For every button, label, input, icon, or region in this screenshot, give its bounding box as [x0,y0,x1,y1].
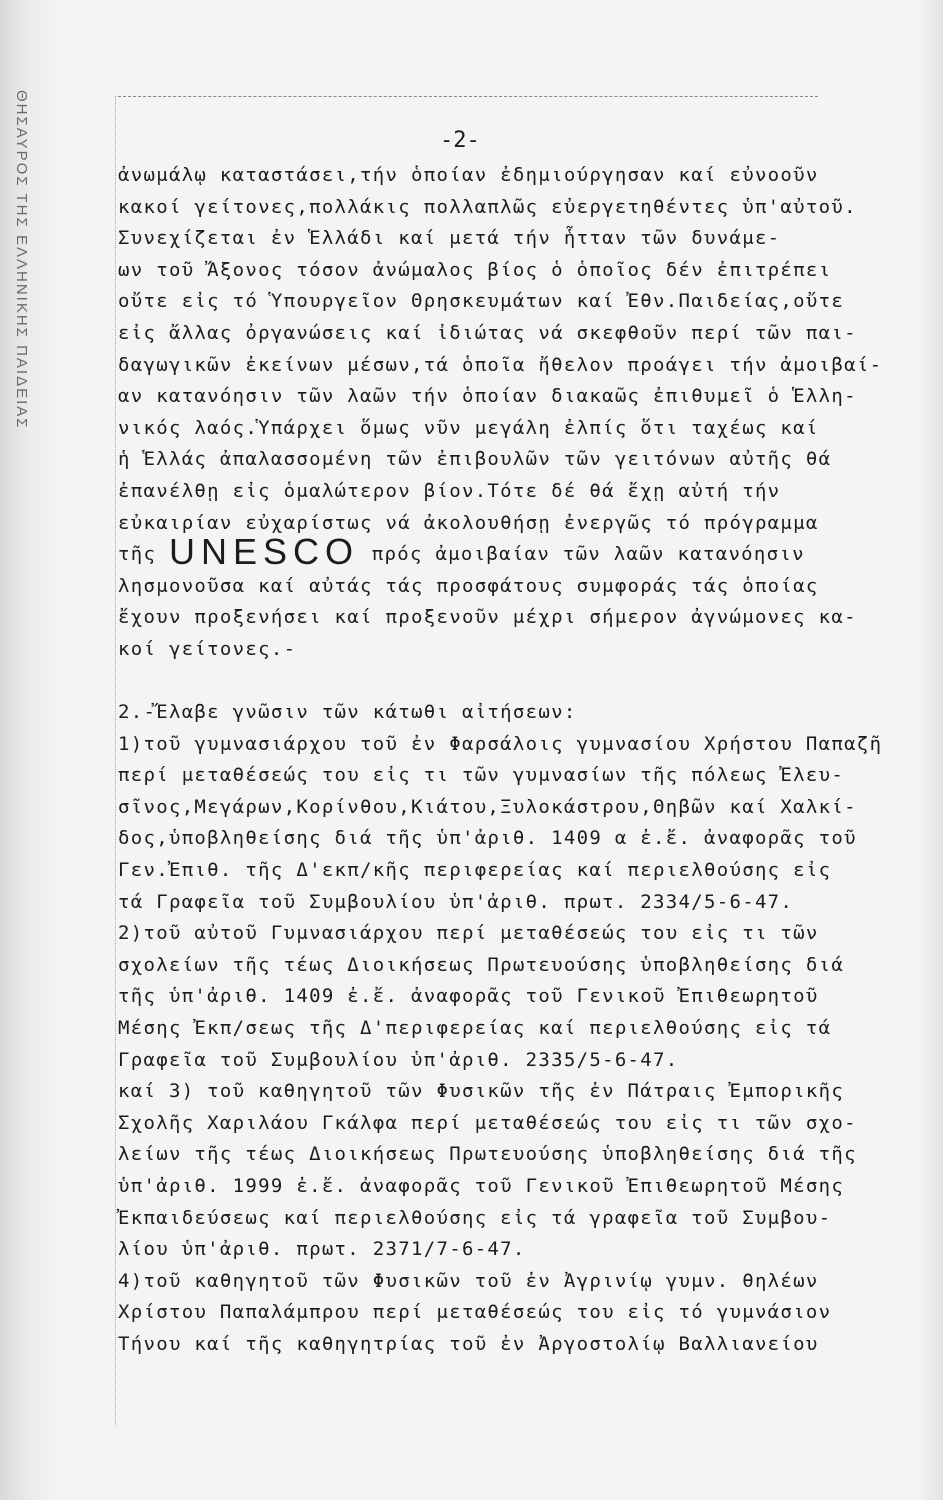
text-line: περί μεταθέσεώς του εἰς τι τῶν γυμνασίων τῆς πόλεως Ἐλευ- [118,764,845,787]
text-line: λίου ὑπ'ἀριθ. πρωτ. 2371/7-6-47. [118,1238,526,1261]
text-line: 2)τοῦ αὐτοῦ Γυμνασιάρχου περί μεταθέσεώς του εἰς τι τῶν [118,922,819,945]
unesco-handwritten: UNESCO [168,531,359,573]
text-line: Γραφεῖα τοῦ Συμβουλίου ὑπ'ἀριθ. 2335/5-6-47. [118,1048,679,1071]
text-line: Μέσης Ἐκπ/σεως τῆς Δ'περιφερείας καί περιελθούσης εἰς τά [118,1017,832,1040]
page-number: -2- [440,128,480,153]
text-line: τά Γραφεῖα τοῦ Συμβουλίου ὑπ'ἀριθ. πρωτ. 2334/5-6-47. [118,890,794,913]
text-line: ων τοῦ Ἄξονος τόσον ἀνώμαλος βίος ὁ ὁποῖος δέν ἐπιτρέπει [118,258,832,281]
text-line: σχολείων τῆς τέως Διοικήσεως Πρωτευούσης ὑποβληθείσης διά [118,953,845,976]
text-line: οὔτε εἰς τό Ὑπουργεῖον Θρησκευμάτων καί Ἐθν.Παιδείας,οὔτε [118,290,845,313]
margin-rule [115,96,116,1426]
text-line: τῆς ὑπ'ἀριθ. 1409 ἐ.ἔ. ἀναφορᾶς τοῦ Γενικοῦ Ἐπιθεωρητοῦ [118,985,819,1008]
text-line [118,666,908,698]
unesco-suffix: πρός ἀμοιβαίαν τῶν λαῶν κατανόησιν [371,543,805,566]
text-line: ἀνωμάλῳ καταστάσει,τήν ὁποίαν ἐδημιούργησαν καί εὐνοοῦν [118,164,819,186]
text-line: ἐπανέλθῃ εἰς ὁμαλώτερον βίον.Τότε δέ θά ἔχῃ αὐτή τήν [118,479,781,502]
text-line: ἡ Ἑλλάς ἀπαλασσομένη τῶν ἐπιβουλῶν τῶν γειτόνων αὐτῆς θά [118,448,832,471]
text-line: 4)τοῦ καθηγητοῦ τῶν Φυσικῶν τοῦ ἐν Ἀγρινίῳ γυμν. θηλέων [118,1269,819,1292]
text-line: κοί γείτονες.- [118,637,297,660]
text-line: Σχολῆς Χαριλάου Γκάλφα περί μεταθέσεώς του εἰς τι τῶν σχο- [118,1111,857,1134]
text-line: καί 3) τοῦ καθηγητοῦ τῶν Φυσικῶν τῆς ἐν Πάτραις Ἐμπορικῆς [118,1080,845,1103]
unesco-prefix: τῆς [118,543,157,566]
text-line: Γεν.Ἐπιθ. τῆς Δ'εκπ/κῆς περιφερείας καί περιελθούσης εἰς [118,859,832,882]
top-rule [118,96,818,97]
text-line: Συνεχίζεται ἐν Ἑλλάδι καί μετά τήν ἧτταν τῶν δυνάμε- [118,227,781,250]
text-line: λείων τῆς τέως Διοικήσεως Πρωτευούσης ὑποβληθείσης διά τῆς [118,1143,857,1166]
text-line: εἰς ἄλλας ὀργανώσεις καί ἰδιώτας νά σκεφθοῦν περί τῶν παι- [118,321,857,344]
text-line: δος,ὑποβληθείσης διά τῆς ὑπ'ἀριθ. 1409 α ἐ.ἔ. ἀναφορᾶς τοῦ [118,827,857,850]
text-line: ὑπ'ἀριθ. 1999 ἐ.ἔ. ἀναφορᾶς τοῦ Γενικοῦ Ἐπιθεωρητοῦ Μέσης [118,1175,845,1197]
document-body [118,160,908,1361]
text-line: λησμονοῦσα καί αὐτάς τάς προσφάτους συμφοράς τάς ὁποίας [118,574,819,597]
text-line: Χρίστου Παπαλάμπρου περί μεταθέσεώς του εἰς τό γυμνάσιον [118,1301,832,1324]
text-line: δαγωγικῶν ἐκείνων μέσων,τά ὁποῖα ἤθελον προάγει τήν ἀμοιβαί- [118,353,883,376]
text-line: αν κατανόησιν τῶν λαῶν τήν ὁποίαν διακαῶς ἐπιθυμεῖ ὁ Ἑλλη- [118,385,857,408]
text-line: σῖνος,Μεγάρων,Κορίνθου,Κιάτου,Ξυλοκάστρου,Θηβῶν καί Χαλκί- [118,795,857,818]
text-line: Ἐκπαιδεύσεως καί περιελθούσης εἰς τά γραφεῖα τοῦ Συμβου- [118,1206,832,1229]
text-line: εὐκαιρίαν εὐχαρίστως νά ἀκολουθήσῃ ἐνεργῶς τό πρόγραμμα [118,511,819,534]
paragraph-applications [118,571,908,1361]
scan-right-edge [918,0,943,1500]
text-line: νικός λαός.Ὑπάρχει ὅμως νῦν μεγάλη ἐλπίς ὅτι ταχέως καί [118,416,819,439]
archive-stamp-strip [8,90,38,1490]
text-line: 2.-Ἔλαβε γνῶσιν τῶν κάτωθι αἰτήσεων: [118,701,577,724]
archive-stamp-text: ΘΗΣΑΥΡΟΣ ΤΗΣ ΕΛΛΗΝΙΚΗΣ ΠΑΙΔΕΙΑΣ [13,90,30,430]
text-line: κακοί γείτονες,πολλάκις πολλαπλῶς εὐεργετηθέντες ὑπ'αὐτοῦ. [118,195,857,218]
text-line: ἔχουν προξενήσει καί προξενοῦν μέχρι σήμερον ἀγνώμονες κα- [118,606,857,629]
text-line: Τήνου καί τῆς καθηγητρίας τοῦ ἐν Ἀργοστολίῳ Βαλλιανείου [118,1332,819,1355]
unesco-line [118,531,908,573]
paragraph-intro [118,160,908,539]
text-line: 1)τοῦ γυμνασιάρχου τοῦ ἐν Φαρσάλοις γυμνασίου Χρήστου Παπαζῆ [118,732,883,755]
